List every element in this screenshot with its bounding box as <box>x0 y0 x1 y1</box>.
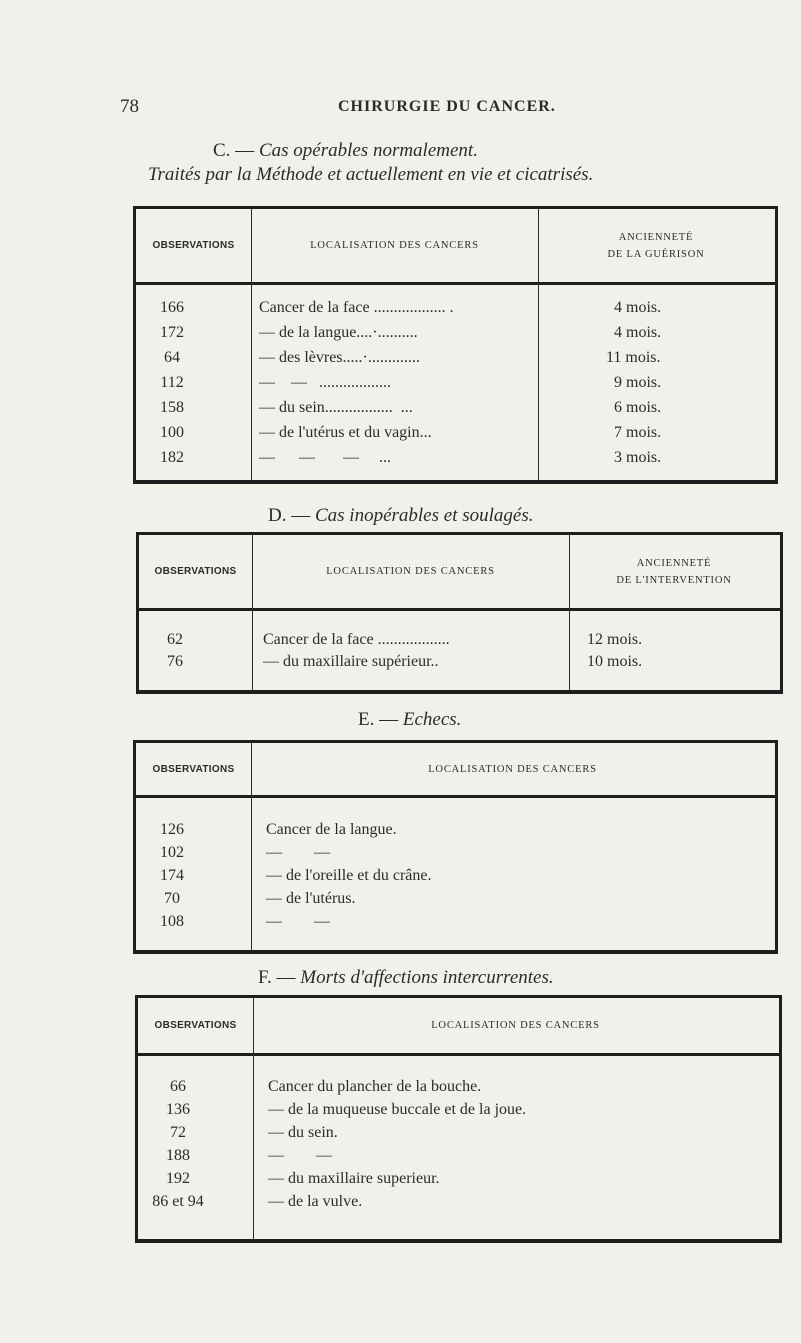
duration-cell: 6 mois. <box>614 399 662 416</box>
page-number: 78 <box>120 96 139 117</box>
section-c-subtitle: Traités par la Méthode et actuellement en vie et cicatrisés. <box>148 164 594 185</box>
table-d-header <box>139 535 780 611</box>
duration-cell: 7 mois. <box>614 424 662 441</box>
localisation-cell: — — <box>266 844 330 861</box>
localisation-cell: Cancer de la face .................. <box>263 631 450 648</box>
col-observations: OBSERVATIONS <box>154 566 237 577</box>
table-row <box>138 1193 779 1215</box>
obs-number: 112 <box>160 374 184 391</box>
col-anciennete-line2: DE LA GUÉRISON <box>607 248 705 260</box>
col-localisation: LOCALISATION DES CANCERS <box>326 566 495 577</box>
obs-number: 72 <box>170 1124 186 1141</box>
localisation-cell: Cancer de la face .................. . <box>259 299 454 316</box>
table-row <box>136 324 775 346</box>
obs-number: 126 <box>160 821 184 838</box>
localisation-cell: — de la muqueuse buccale et de la joue. <box>268 1101 527 1118</box>
table-row <box>138 1147 779 1169</box>
localisation-cell: — de la langue....·.......... <box>259 324 418 341</box>
obs-number: 62 <box>167 631 183 648</box>
table-row <box>136 349 775 371</box>
section-d-letter: D. — <box>268 505 311 526</box>
localisation-cell: — — — ... <box>259 449 391 466</box>
obs-number: 174 <box>160 867 184 884</box>
obs-number: 76 <box>167 653 183 670</box>
obs-number: 86 et 94 <box>152 1193 204 1210</box>
col-observations: OBSERVATIONS <box>154 1020 237 1031</box>
obs-number: 188 <box>166 1147 190 1164</box>
page-header <box>120 96 780 124</box>
table-row <box>139 653 780 675</box>
obs-number: 108 <box>160 913 184 930</box>
table-f <box>135 995 782 1243</box>
table-row <box>136 844 775 866</box>
duration-cell: 12 mois. <box>587 631 643 648</box>
col-anciennete <box>569 535 779 608</box>
table-row <box>136 890 775 912</box>
table-e <box>133 740 778 954</box>
section-f-title <box>258 967 554 989</box>
localisation-cell: — — <box>268 1147 332 1164</box>
localisation-cell: — — <box>266 913 330 930</box>
obs-number: 192 <box>166 1170 190 1187</box>
obs-number: 172 <box>160 324 184 341</box>
section-e-title <box>358 709 461 731</box>
table-row <box>139 631 780 653</box>
obs-number: 158 <box>160 399 184 416</box>
table-row <box>136 449 775 471</box>
section-c-letter: C. — <box>213 140 255 161</box>
obs-number: 166 <box>160 299 184 316</box>
table-row <box>136 424 775 446</box>
duration-cell: 4 mois. <box>614 299 662 316</box>
obs-number: 64 <box>164 349 180 366</box>
localisation-cell: — des lèvres.....·............. <box>259 349 420 366</box>
table-row <box>136 913 775 935</box>
table-row <box>138 1170 779 1192</box>
localisation-cell: — de l'utérus et du vagin... <box>259 424 432 441</box>
localisation-cell: — du maxillaire superieur. <box>268 1170 440 1187</box>
obs-number: 136 <box>166 1101 190 1118</box>
table-row <box>138 1078 779 1100</box>
section-f-letter: F. — <box>258 967 296 988</box>
localisation-cell: Cancer du plancher de la bouche. <box>268 1078 482 1095</box>
col-localisation: LOCALISATION DES CANCERS <box>310 240 479 251</box>
section-c-title <box>213 140 478 162</box>
table-f-header <box>138 998 779 1056</box>
table-row <box>136 299 775 321</box>
obs-number: 182 <box>160 449 184 466</box>
table-c-header <box>136 209 775 285</box>
obs-number: 100 <box>160 424 184 441</box>
table-d <box>136 532 783 694</box>
running-title: CHIRURGIE DU CANCER. <box>338 98 556 115</box>
col-observations: OBSERVATIONS <box>152 240 235 251</box>
table-row <box>136 867 775 889</box>
col-observations: OBSERVATIONS <box>152 763 235 775</box>
section-d-title <box>268 505 533 527</box>
col-anciennete-line1: ANCIENNETÉ <box>618 231 694 243</box>
section-e-heading: Echecs. <box>402 709 462 730</box>
table-row <box>136 821 775 843</box>
table-c <box>133 206 778 484</box>
localisation-cell: — de l'oreille et du crâne. <box>266 867 432 884</box>
localisation-cell: — de l'utérus. <box>266 890 356 907</box>
table-row <box>138 1124 779 1146</box>
section-e-letter: E. — <box>358 709 399 730</box>
duration-cell: 4 mois. <box>614 324 662 341</box>
table-row <box>136 399 775 421</box>
col-localisation: LOCALISATION DES CANCERS <box>431 1020 600 1031</box>
duration-cell: 11 mois. <box>606 349 661 366</box>
duration-cell: 9 mois. <box>614 374 662 391</box>
section-d-heading: Cas inopérables et soulagés. <box>314 505 534 526</box>
localisation-cell: — du sein................. ... <box>259 399 413 416</box>
obs-number: 102 <box>160 844 184 861</box>
localisation-cell: — de la vulve. <box>268 1193 363 1210</box>
duration-cell: 10 mois. <box>587 653 643 670</box>
table-row <box>138 1101 779 1123</box>
section-c-heading: Cas opérables normalement. <box>258 140 478 161</box>
col-anciennete-line1: ANCIENNETÉ <box>636 557 712 569</box>
obs-number: 66 <box>170 1078 186 1095</box>
col-localisation: LOCALISATION DES CANCERS <box>428 763 597 775</box>
localisation-cell: — du sein. <box>268 1124 338 1141</box>
localisation-cell: Cancer de la langue. <box>266 821 397 838</box>
table-e-header <box>136 743 775 798</box>
col-anciennete-line2: DE L'INTERVENTION <box>616 574 732 586</box>
localisation-cell: — du maxillaire supérieur.. <box>263 653 439 670</box>
section-f-heading: Morts d'affections intercurrentes. <box>300 967 554 988</box>
col-anciennete <box>538 209 774 282</box>
table-row <box>136 374 775 396</box>
obs-number: 70 <box>164 890 180 907</box>
localisation-cell: — — .................. <box>259 374 391 391</box>
duration-cell: 3 mois. <box>614 449 662 466</box>
